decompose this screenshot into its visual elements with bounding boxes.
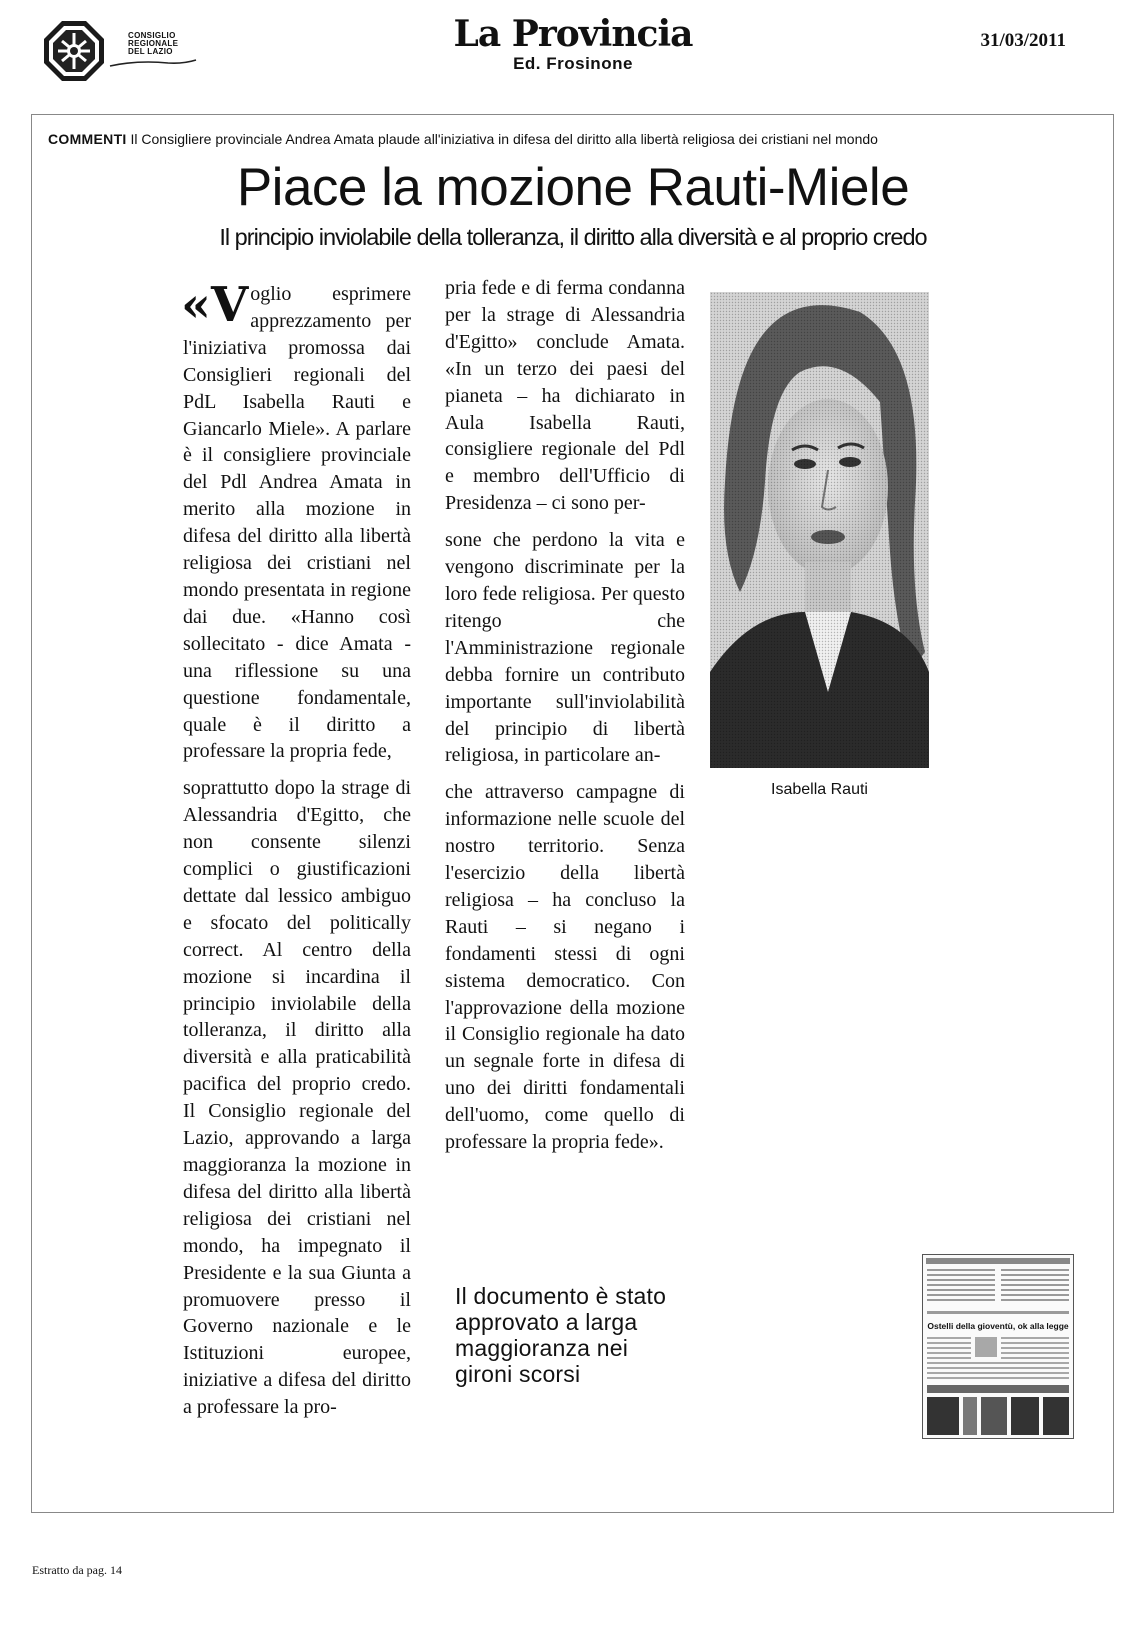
photo-caption: Isabella Rauti — [771, 781, 868, 798]
paragraph — [181, 277, 411, 765]
paragraph: pria fede e di ferma condanna per la strage di Alessandria d'Egitto» conclude Amata. «In un terzo dei paesi del pianeta – ha dichiarato in Aula Isabella Rauti, consigliere regionale del Pdl e membro dell'Ufficio di Presidenza – ci sono per- — [445, 277, 685, 515]
paragraph: che attraverso campagne di informazione nelle scuole del nostro territorio. Senza l'esercizio della libertà religiosa – ha concluso la Rauti – si negano i fondamenti stessi di ogni sistema democratico. Con l'approvazione della mozione il Consiglio regionale ha dato un segnale forte in difesa di uno dei diritti fondamentali dell'uomo, come quello di professare la propria fede». — [445, 781, 685, 1154]
drop-cap: «V — [181, 277, 249, 333]
paragraph: soprattutto dopo la strage di Alessandria d'Egitto, che non consente silenzi complici o giustificazioni dettate dal lessico ambiguo e sfocato del politically correct. Al centro della mozione si incardina il principio inviolabile della tolleranza, il diritto alla diversità e alla praticabilità pacifica del proprio credo. Il Consiglio regionale del Lazio, approvando a larga maggioranza la mozione in difesa del diritto alla libertà religiosa dei cristiani nel mondo, ha impegnato il Presidente e la sua Giunta a promuovere presso il Governo nazionale e le Istituzioni europee, iniziative a difesa del diritto a professare la pro- — [183, 777, 411, 1419]
thumbnail-headline: Ostelli della gioventù, ok alla legge — [927, 1321, 1069, 1331]
article-kicker — [48, 131, 1108, 147]
edition-label: Ed. Frosinone — [513, 54, 633, 73]
page-thumbnail — [922, 1254, 1074, 1439]
kicker-label: COMMENTI — [48, 131, 127, 147]
article-headline: Piace la mozione Rauti-Miele — [236, 158, 910, 217]
extract-source: Estratto da pag. 14 — [32, 1563, 122, 1577]
paragraph: sone che perdono la vita e vengono discriminate per la loro fede religiosa. Per questo ritengo che l'Amministrazione regionale debba fornire un contributo importante sull'inviolabilità del principio di libertà religiosa, in particolare an- — [445, 529, 685, 767]
portrait-photo — [710, 292, 929, 768]
thumbnail-page-layout — [923, 1255, 1073, 1438]
publication-date: 31/03/2011 — [980, 30, 1066, 51]
article-column-2 — [445, 275, 685, 1156]
logo-wordmark: CONSIGLIO REGIONALE DEL LAZIO — [128, 31, 179, 56]
paragraph-text: oglio esprimere apprezzamento per l'iniziativa promossa dai Consiglieri regionali del PdL Isabella Rauti e Giancarlo Miele». A parlare è il consigliere provinciale del Pdl Andrea Amata in merito alla mozione in difesa del diritto alla libertà religiosa dei cristiani nel mondo presentata in regione dai due. «Hanno così sollecitato - dice Amata - una riflessione su una questione fondamentale, quale è il diritto a professare la propria fede, — [183, 283, 411, 763]
article-subheadline: Il principio inviolabile della tolleranza, il diritto alla diversità e al proprio credo — [219, 224, 927, 250]
article-column-1 — [181, 277, 411, 1421]
pull-quote: Il documento è stato approvato a larga maggioranza nei gironi scorsi — [455, 1283, 667, 1387]
kicker-text: Il Consigliere provinciale Andrea Amata plaude all'iniziativa in difesa del diritto alla libertà religiosa dei cristiani nel mondo — [130, 131, 878, 147]
newspaper-masthead: La Provincia — [453, 13, 693, 55]
